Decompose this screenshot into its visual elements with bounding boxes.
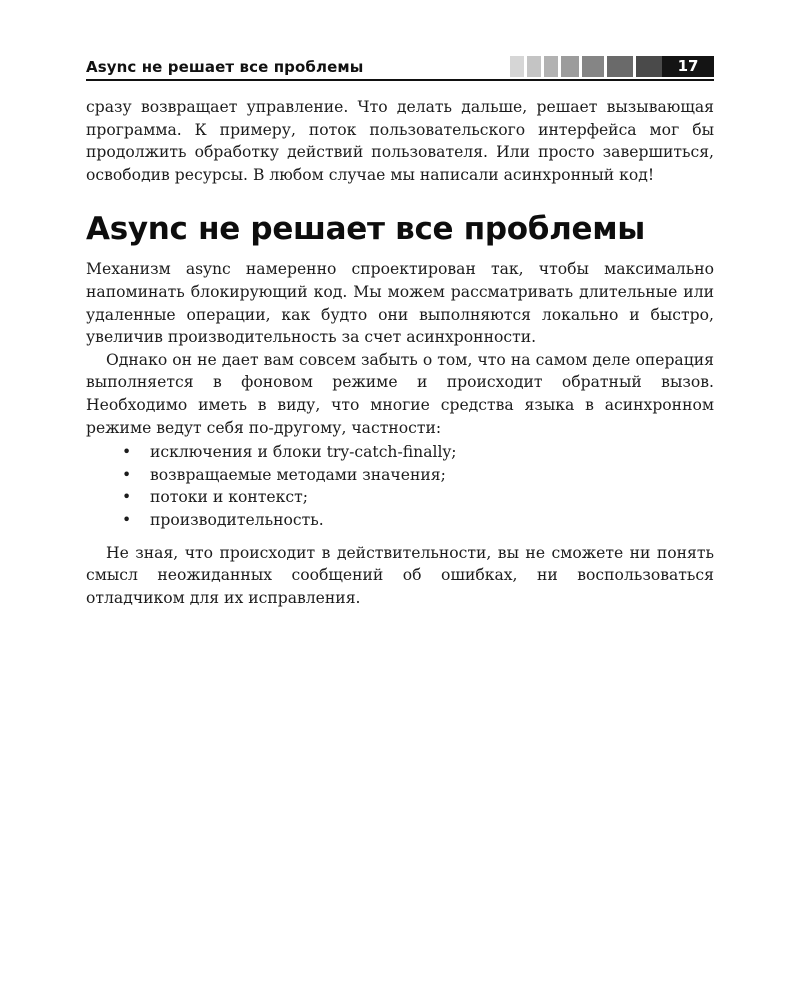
list-item-text: производительность.: [150, 510, 324, 529]
list-item: [86, 509, 714, 532]
list-item: [86, 486, 714, 509]
bullet-marker: •: [122, 465, 132, 484]
list-item-text: потоки и контекст;: [150, 488, 308, 507]
bullet-marker: •: [122, 443, 132, 462]
paragraph-3: Не зная, что происходит в действительности, вы не сможете ни понять смысл неожиданных сообщений об ошибках, ни воспользоваться отладчиком для их исправления.: [86, 543, 714, 607]
bullet-marker: •: [122, 510, 132, 529]
header-block: [607, 56, 633, 77]
intro-paragraph: сразу возвращает управление. Что делать дальше, решает вызывающая программа. К примеру, поток пользовательского интерфейса мог бы продолжить обработку действий пользователя. Или просто завершиться, освободив ресурсы. В любом случае мы написали асинхронный код!: [86, 98, 714, 184]
header-rule: [86, 79, 714, 81]
header-block: [510, 56, 524, 77]
list-item: [86, 464, 714, 487]
running-title: Async не решает все проблемы: [86, 58, 364, 76]
list-item-text: исключения и блоки try-catch-finally;: [150, 443, 457, 462]
header-decoration-blocks: [510, 56, 666, 77]
bullet-marker: •: [122, 488, 132, 507]
list-item: [86, 441, 714, 464]
feature-list: [86, 441, 714, 531]
list-item-text: возвращаемые методами значения;: [150, 465, 446, 484]
header-block: [527, 56, 541, 77]
page-number: 17: [662, 56, 714, 77]
header-block: [544, 56, 558, 77]
paragraph-1: Механизм async намеренно спроектирован так, чтобы максимально напоминать блокирующий код. Мы можем рассматривать длительные или удаленные операции, как будто они выполняются локально и быстро, увеличив производительность за счет асинхронности.: [86, 260, 714, 347]
section-heading: Async не решает все проблемы: [86, 211, 646, 248]
running-header: [86, 54, 714, 80]
page-body: [86, 96, 714, 609]
paragraph-2: Однако он не дает вам совсем забыть о том, что на самом деле операция выполняется в фоновом режиме и происходит обратный вызов. Необходимо иметь в виду, что многие средства языка в асинхронном режиме ведут себя по-другому, частности:: [86, 350, 714, 437]
header-block: [582, 56, 604, 77]
header-block: [561, 56, 579, 77]
